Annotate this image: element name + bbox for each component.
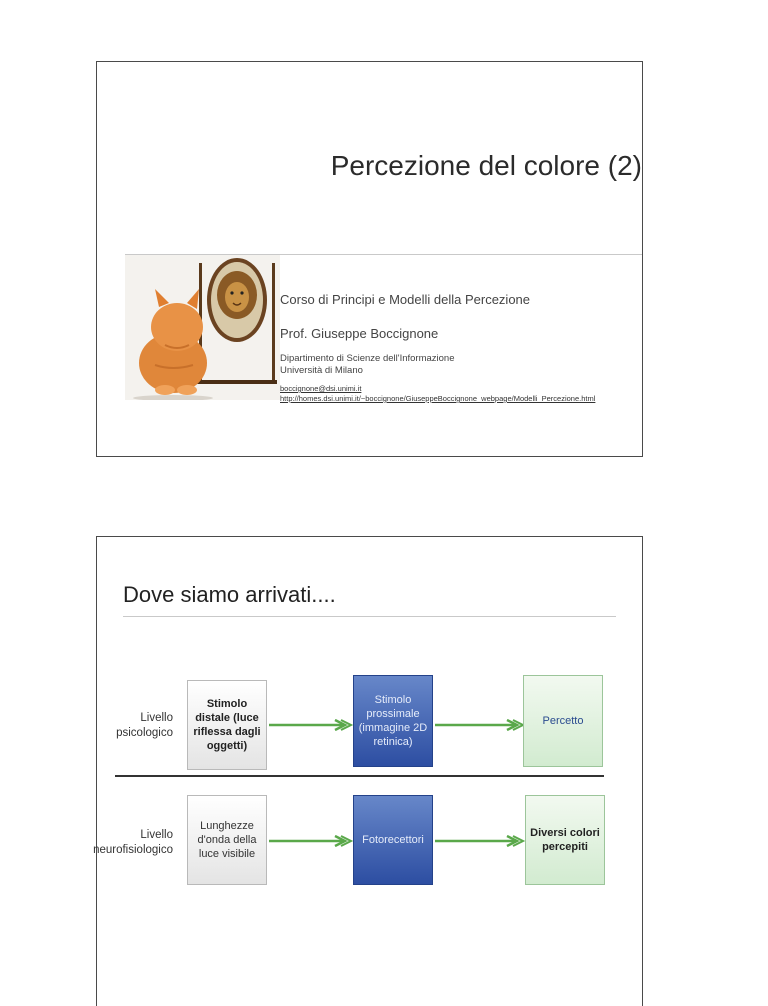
row-label-line: psicologico (116, 727, 173, 739)
row-label-line: neurofisiologico (93, 844, 173, 856)
arrow-right-icon (435, 719, 525, 731)
percept-box: Percetto (523, 675, 603, 767)
course-name: Corso di Principi e Modelli della Percezione (280, 292, 531, 307)
arrow-right-icon (435, 835, 525, 847)
university-name: Università di Milano (280, 365, 363, 376)
overview-slide (93, 536, 643, 1006)
department-name: Dipartimento di Scienze dell'Informazione (280, 353, 455, 364)
slide-title: Percezione del colore (2) (330, 150, 642, 181)
photoreceptors-box: Fotorecettori (353, 795, 433, 885)
row-label-line: Livello (140, 712, 173, 724)
professor-name: Prof. Giuseppe Boccignone (280, 326, 439, 341)
department-info (280, 353, 454, 377)
email-link[interactable]: boccignone@dsi.unimi.it (280, 384, 362, 393)
row-label-neurophysiological (83, 828, 173, 858)
wavelength-box: Lunghezze d'onda della luce visibile (187, 795, 267, 885)
level-separator (115, 775, 604, 777)
slide-title: Dove siamo arrivati.... (123, 582, 336, 607)
row-label-psychological (93, 711, 173, 741)
cat-mirror-lion-illustration (125, 255, 280, 400)
arrow-right-icon (269, 835, 353, 847)
distal-stimulus-box: Stimolo distale (luce riflessa dagli oggetti) (187, 680, 267, 770)
perceived-colors-box: Diversi colori percepiti (525, 795, 605, 885)
title-slide (96, 61, 643, 457)
divider (123, 616, 616, 617)
row-label-line: Livello (140, 829, 173, 841)
proximal-stimulus-box: Stimolo prossimale (immagine 2D retinica) (353, 675, 433, 767)
arrow-right-icon (269, 719, 353, 731)
website-link[interactable]: http://homes.dsi.unimi.it/~boccignone/GiuseppeBoccignone_webpage/Modelli_Percezione.html (280, 394, 596, 403)
